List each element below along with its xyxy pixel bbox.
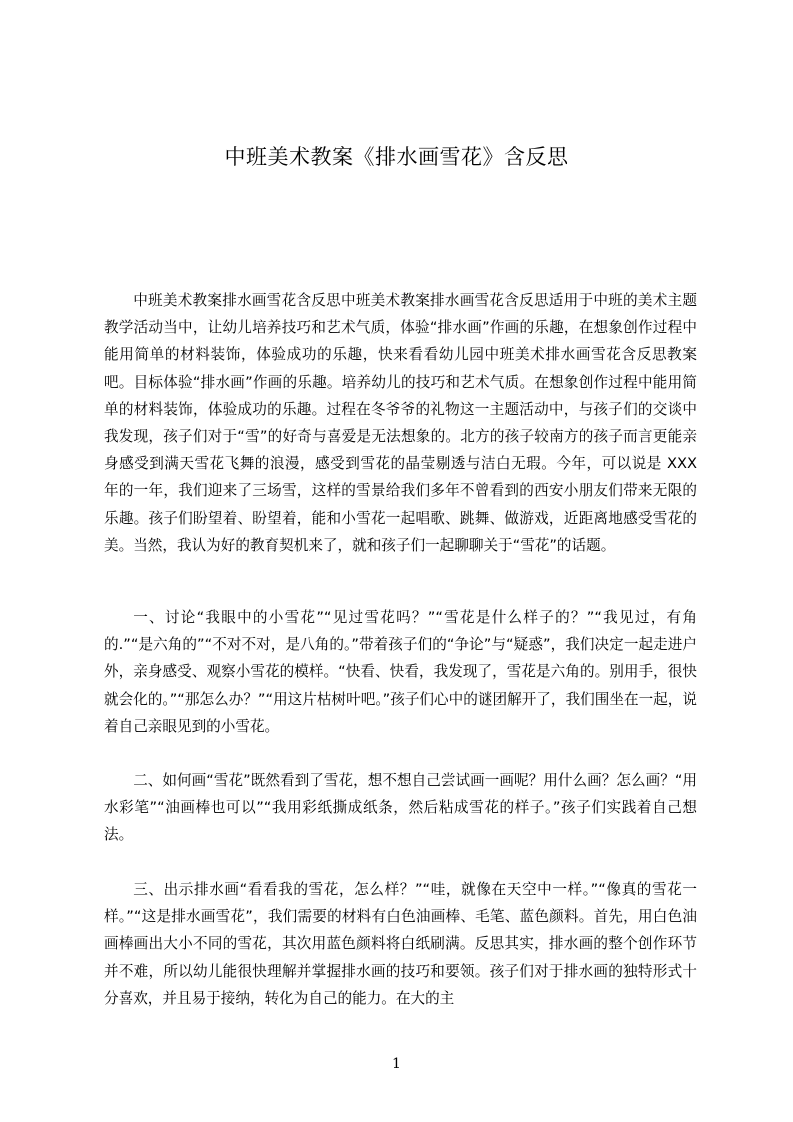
paragraph-intro: 中班美术教案排水画雪花含反思中班美术教案排水画雪花含反思适用于中班的美术主题教学活动当中，让幼儿培养技巧和艺术气质，体验“排水画”作画的乐趣，在想象创作过程中能用简单的材料装饰，体验成功的乐趣，快来看看幼儿园中班美术排水画雪花含反思教案吧。目标体验“排水画”作画的乐趣。培养幼儿的技巧和艺术气质。在想象创作过程中能用简单的材料装饰，体验成功的乐趣。过程在冬爷爷的礼物这一主题活动中，与孩子们的交谈中我发现，孩子们对于“雪”的好奇与喜爱是无法想象的。北方的孩子较南方的孩子而言更能亲身感受到满天雪花飞舞的浪漫，感受到雪花的晶莹剔透与洁白无瑕。今年，可以说是 XXX 年的一年，我们迎来了三场雪，这样的雪景给我们多年不曾看到的西安小朋友们带来无限的乐趣。孩子们盼望着、盼望着，能和小雪花一起唱歌、跳舞、做游戏，近距离地感受雪花的美。当然，我认为好的教育契机来了，就和孩子们一起聊聊关于“雪花”的话题。 (104, 292, 697, 554)
paragraph-section-2: 二、如何画“雪花”既然看到了雪花，想不想自己尝试画一画呢？用什么画？怎么画？“用水彩笔”“油画棒也可以”“我用彩纸撕成纸条，然后粘成雪花的样子。”孩子们实践着自己想法。 (104, 772, 697, 844)
page-number: 1 (392, 1056, 401, 1072)
document-title: 中班美术教案《排水画雪花》含反思 (224, 145, 569, 169)
paragraph-section-1: 一、讨论“我眼中的小雪花”“见过雪花吗？”“雪花是什么样子的？”“我见过，有角的.”“是六角的”“不对不对，是八角的。”带着孩子们的“争论”与“疑惑”，我们决定一起走进户外，亲身感受、观察小雪花的模样。“快看、快看，我发现了，雪花是六角的。别用手，很快就会化的。”“那怎么办？”“用这片枯树叶吧。”孩子们心中的谜团解开了，我们围坐在一起，说着自己亲眼见到的小雪花。 (104, 609, 697, 735)
paragraph-section-3: 三、出示排水画“看看我的雪花，怎么样？”“哇，就像在天空中一样。”“像真的雪花一样。”“这是排水画雪花”，我们需要的材料有白色油画棒、毛笔、蓝色颜料。首先，用白色油画棒画出大小不同的雪花，其次用蓝色颜料将白纸刷满。反思其实，排水画的整个创作环节并不难，所以幼儿能很快理解并掌握排水画的技巧和要领。孩子们对于排水画的独特形式十分喜欢，并且易于接纳，转化为自己的能力。在大的主 (104, 881, 697, 1007)
